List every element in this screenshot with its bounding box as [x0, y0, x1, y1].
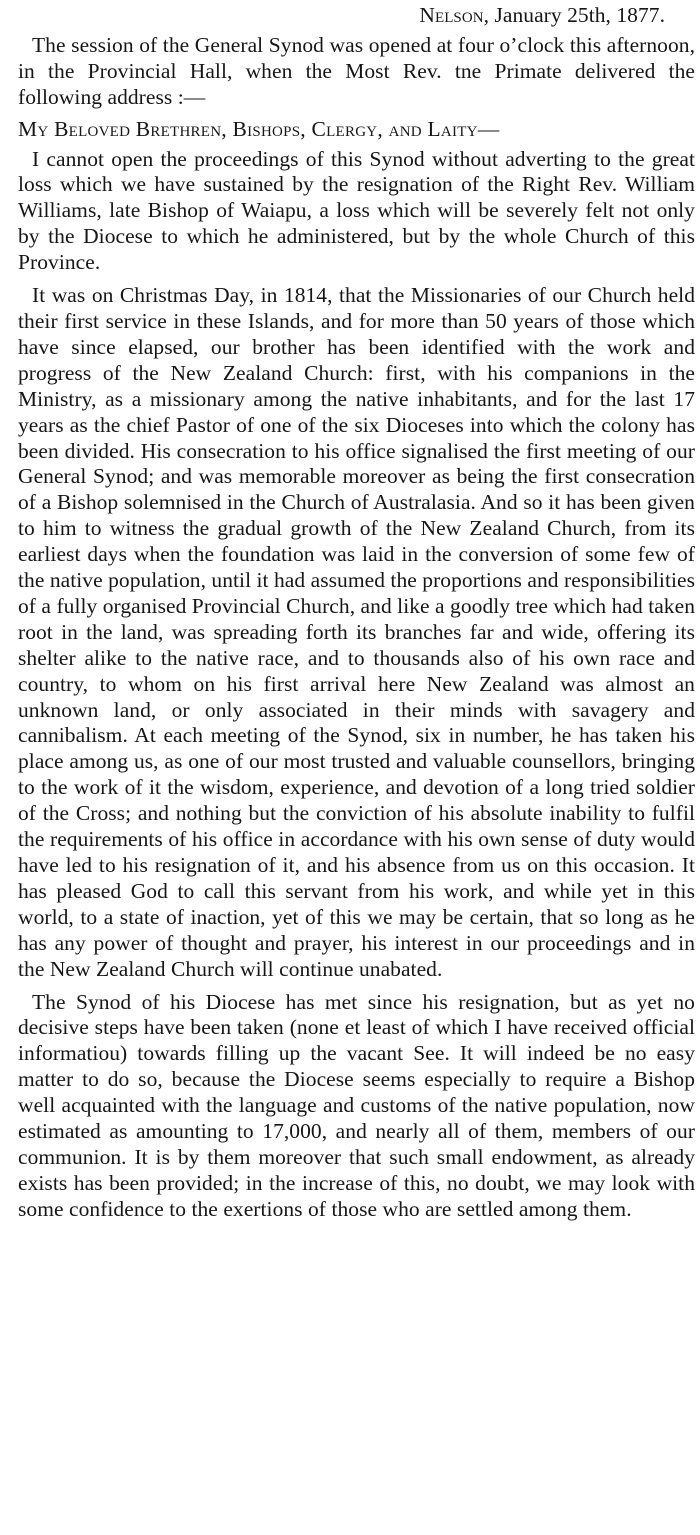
dateline-place: Nelson, — [419, 3, 490, 27]
dateline — [18, 3, 695, 29]
intro-paragraph: The session of the General Synod was opened at four o’clock this afternoon, in the Provincial Hall, when the Most Rev. tne Primate delivered the following address :— — [18, 32, 695, 109]
body-paragraph-2: It was on Christmas Day, in 1814, that the Missionaries of our Church held their first service in these Islands, and for more than 50 years of those which have since elapsed, our brother has been identified with the work and progress of the New Zealand Church: first, with his companions in the Ministry, as a missionary among the native inhabitants, and for the last 17 years as the chief Pastor of one of the six Dioceses into which the colony has been divided. His consecration to his office signalised the first meeting of our General Synod; and was memorable moreover as being the first consecration of a Bishop solemnised in the Church of Australasia. And so it has been given to him to witness the gradual growth of the New Zealand Church, from its earliest days when the foundation was laid in the conversion of some few of the native population, until it had assumed the proportions and responsibilities of a fully organised Provincial Church, and like a goodly tree which had taken root in the land, was spreading forth its branches far and wide, offering its shelter alike to the native race, and to thousands also of his own race and country, to whom on his first arrival here New Zealand was almost an unknown land, or only associated in their minds with savagery and cannibalism. At each meeting of the Synod, six in number, he has taken his place among us, as one of our most trusted and valuable counsellors, bringing to the work of it the wisdom, experience, and devotion of a long tried soldier of the Cross; and nothing but the conviction of his absolute inability to fulfil the requirements of his office in accordance with his own sense of duty would have led to his resignation of it, and his absence from us on this occasion. It has pleased God to call this servant from his work, and while yet in this world, to a state of inaction, yet of this we may be certain, that so long as he has any power of thought and prayer, his interest in our proceedings and in the New Zealand Church will continue unabated. — [18, 283, 695, 981]
dateline-date: January 25th, 1877. — [494, 3, 665, 27]
body-paragraph-3: The Synod of his Diocese has met since his resignation, but as yet no decisive steps have been taken (none et least of which I have received official informatiou) towards filling up the vacant See. It will indeed be no easy matter to do so, because the Diocese seems especially to require a Bishop well acquainted with the language and customs of the native population, now estimated as amounting to 17,000, and nearly all of them, members of our communion. It is by them moreover that such small endowment, as already exists has been provided; in the increase of this, no doubt, we may look with some confidence to the exertions of those who are settled among them. — [18, 989, 695, 1221]
address-salutation: My Beloved Brethren, Bishops, Clergy, and Laity— — [18, 116, 500, 141]
body-paragraph-1: I cannot open the proceedings of this Synod without adverting to the great loss which we have sustained by the resignation of the Right Rev. William Williams, late Bishop of Waiapu, a loss which will be severely felt not only by the Diocese to which he administered, but by the whole Church of this Province. — [18, 146, 695, 275]
